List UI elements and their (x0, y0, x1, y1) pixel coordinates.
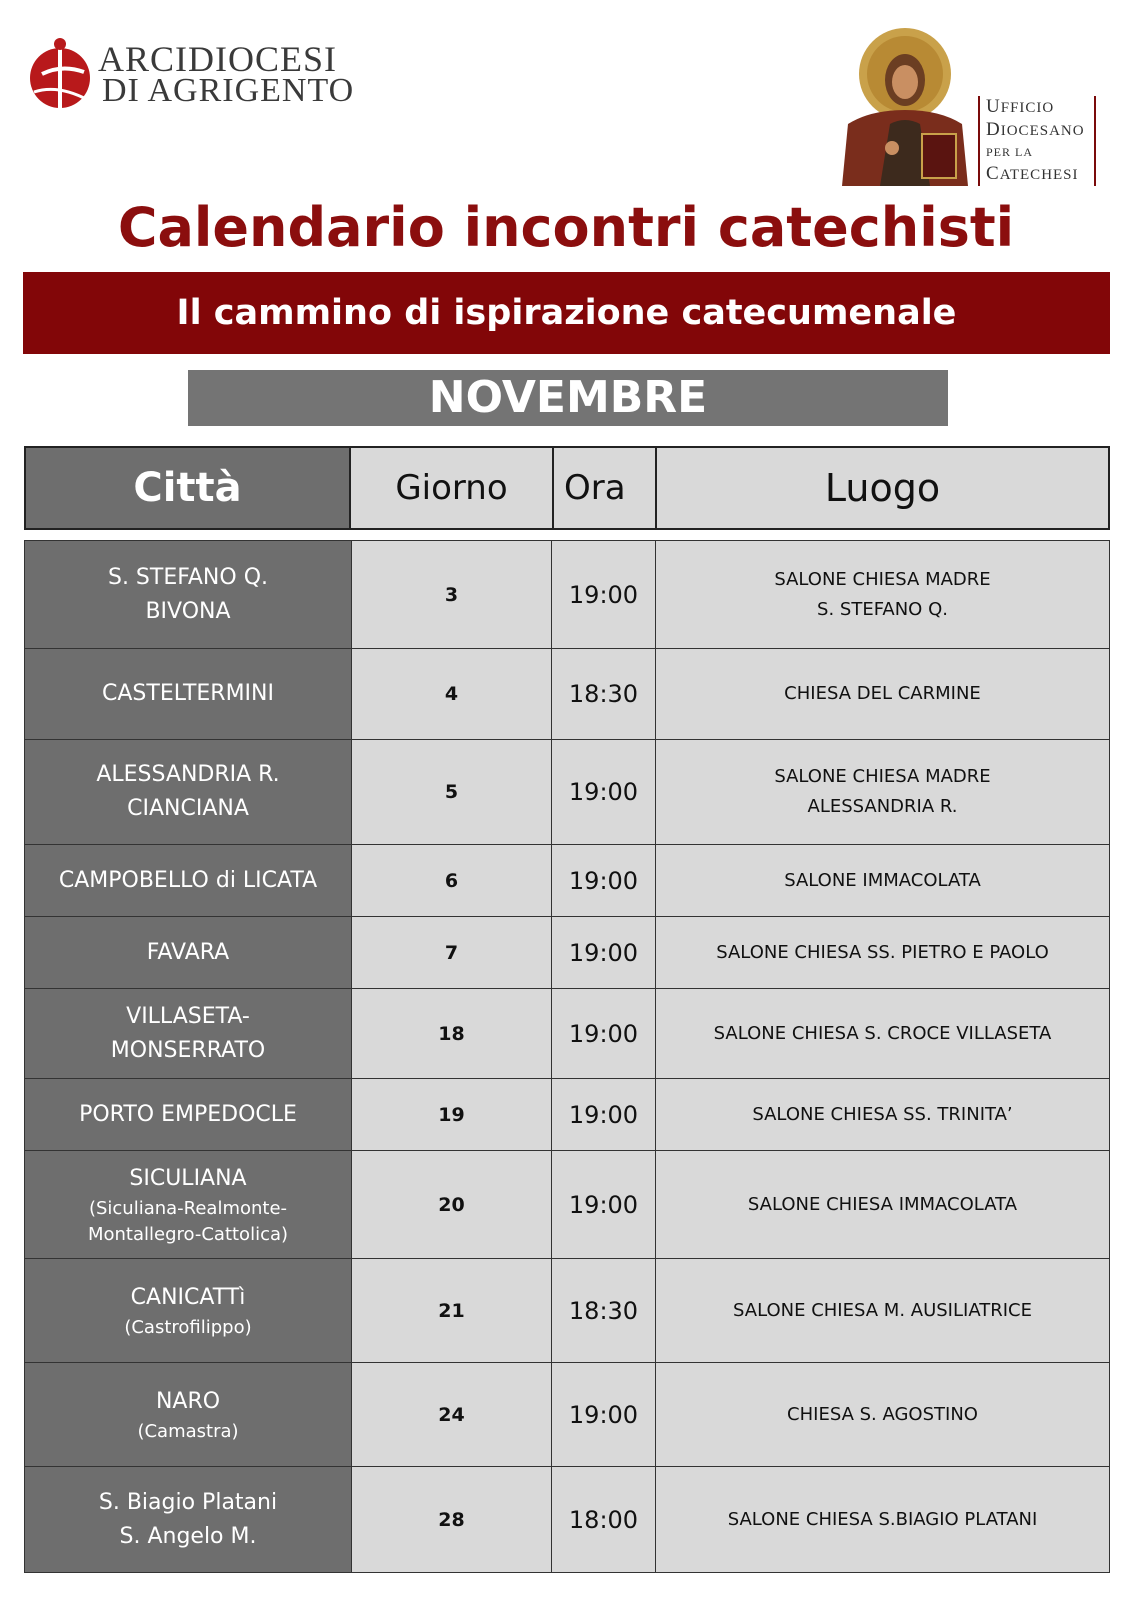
row-day: 7 (352, 917, 552, 988)
office-line1-cap: U (986, 96, 1001, 117)
table-row (24, 845, 1110, 917)
header-time: Ora (554, 448, 657, 528)
office-line1: FFICIO (1000, 100, 1055, 116)
row-day: 28 (352, 1467, 552, 1572)
row-place: SALONE CHIESA M. AUSILIATRICE (656, 1259, 1109, 1362)
archdiocese-logo (28, 34, 355, 114)
page-title: Calendario incontri catechisti (117, 196, 1015, 259)
row-city: VILLASETA- MONSERRATO (25, 989, 352, 1078)
logo-text-line2: DI AGRIGENTO (102, 72, 355, 109)
table-row (24, 1363, 1110, 1467)
row-day: 4 (352, 649, 552, 739)
row-city: S. Biagio Platani S. Angelo M. (25, 1467, 352, 1572)
row-city: S. STEFANO Q. BIVONA (25, 541, 352, 648)
row-place: SALONE CHIESA S.BIAGIO PLATANI (656, 1467, 1109, 1572)
logo-text-line1: ARCIDIOCESI (98, 39, 338, 79)
row-city: PORTO EMPEDOCLE (25, 1079, 352, 1150)
row-place: SALONE IMMACOLATA (656, 845, 1109, 916)
row-time: 19:00 (552, 917, 656, 988)
subtitle-banner: Il cammino di ispirazione catecumenale (23, 272, 1110, 354)
table-row (24, 1259, 1110, 1363)
table-row (24, 1467, 1110, 1573)
table-row (24, 989, 1110, 1079)
office-line3: PER LA (986, 145, 1034, 159)
row-day: 5 (352, 740, 552, 844)
schedule-table (24, 540, 1110, 1573)
office-label (978, 96, 1096, 186)
row-day: 6 (352, 845, 552, 916)
row-time: 18:30 (552, 1259, 656, 1362)
office-line2-cap: D (986, 119, 1001, 140)
row-city: FAVARA (25, 917, 352, 988)
row-time: 19:00 (552, 1363, 656, 1466)
row-city: ALESSANDRIA R. CIANCIANA (25, 740, 352, 844)
office-line4-cap: C (986, 163, 1000, 184)
row-time: 18:00 (552, 1467, 656, 1572)
row-place: CHIESA DEL CARMINE (656, 649, 1109, 739)
table-row (24, 1151, 1110, 1259)
table-row (24, 1079, 1110, 1151)
row-city: CASTELTERMINI (25, 649, 352, 739)
month-banner: NOVEMBRE (188, 370, 948, 426)
row-time: 19:00 (552, 740, 656, 844)
row-city: CANICATTì (Castrofilippo) (25, 1259, 352, 1362)
row-place: SALONE CHIESA S. CROCE VILLASETA (656, 989, 1109, 1078)
row-place: SALONE CHIESA MADRE ALESSANDRIA R. (656, 740, 1109, 844)
row-place: CHIESA S. AGOSTINO (656, 1363, 1109, 1466)
row-place: SALONE CHIESA SS. PIETRO E PAOLO (656, 917, 1109, 988)
header-place: Luogo (657, 448, 1108, 528)
row-place: SALONE CHIESA IMMACOLATA (656, 1151, 1109, 1258)
table-row (24, 740, 1110, 845)
row-place: SALONE CHIESA SS. TRINITA’ (656, 1079, 1109, 1150)
header-city: Città (26, 448, 351, 528)
row-time: 19:00 (552, 1079, 656, 1150)
row-day: 19 (352, 1079, 552, 1150)
row-day: 3 (352, 541, 552, 648)
table-row (24, 540, 1110, 649)
table-row (24, 649, 1110, 740)
table-row (24, 917, 1110, 989)
christ-icon-image (840, 24, 970, 186)
header-day: Giorno (351, 448, 554, 528)
table-header (24, 446, 1110, 530)
row-time: 19:00 (552, 989, 656, 1078)
row-time: 19:00 (552, 845, 656, 916)
office-line2: IOCESANO (1000, 123, 1085, 139)
row-city: CAMPOBELLO di LICATA (25, 845, 352, 916)
archdiocese-emblem-icon (28, 34, 94, 114)
row-city: NARO (Camastra) (25, 1363, 352, 1466)
row-city: SICULIANA (Siculiana-Realmonte- Montallegro-Cattolica) (25, 1151, 352, 1258)
row-day: 24 (352, 1363, 552, 1466)
row-day: 18 (352, 989, 552, 1078)
office-line4: ATECHESI (999, 167, 1079, 183)
row-time: 19:00 (552, 541, 656, 648)
row-place: SALONE CHIESA MADRE S. STEFANO Q. (656, 541, 1109, 648)
row-time: 19:00 (552, 1151, 656, 1258)
row-day: 21 (352, 1259, 552, 1362)
row-time: 18:30 (552, 649, 656, 739)
row-day: 20 (352, 1151, 552, 1258)
